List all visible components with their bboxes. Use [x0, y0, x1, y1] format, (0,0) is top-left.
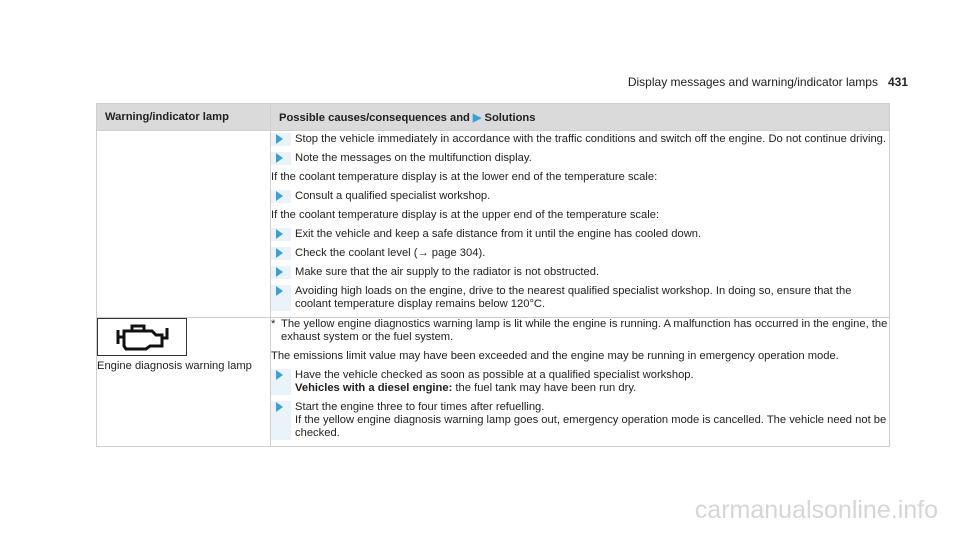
- step-item: [271, 152, 889, 165]
- condition-text: The emissions limit value may have been exceeded and the engine may be running in emergency operation mode.: [271, 350, 839, 362]
- warning-lamp-table: [96, 103, 890, 447]
- step-text: Stop the vehicle immediately in accordance with the traffic conditions and switch off the engine. Do not continue driving.: [295, 133, 886, 145]
- step-text-bold: Vehicles with a diesel engine:: [295, 382, 453, 394]
- solutions-cell: [271, 318, 890, 447]
- arrow-icon: [276, 134, 283, 144]
- step-text-tail: the fuel tank may have been run dry.: [455, 382, 637, 394]
- arrow-icon: [276, 153, 283, 163]
- step-text-main: Have the vehicle checked as soon as possible at a qualified specialist workshop.: [295, 369, 694, 381]
- step-item: [271, 285, 889, 311]
- lamp-name: Engine diagnosis warning lamp: [97, 360, 252, 372]
- engine-check-icon: [97, 318, 187, 356]
- lamp-cell-empty: [97, 131, 271, 318]
- step-item: [271, 247, 889, 260]
- step-text: Exit the vehicle and keep a safe distance from it until the engine has cooled down.: [295, 228, 702, 240]
- col-header-solutions-label: Solutions: [484, 111, 536, 124]
- table-row: [97, 131, 890, 318]
- section-title: Display messages and warning/indicator lamps: [627, 75, 878, 89]
- step-item: [271, 266, 889, 279]
- arrow-icon: [276, 267, 283, 277]
- step-text-main: Start the engine three to four times after refuelling.: [295, 401, 545, 413]
- arrow-icon: [276, 191, 283, 201]
- step-text: Make sure that the air supply to the radiator is not obstructed.: [295, 266, 600, 278]
- condition-text: If the coolant temperature display is at the upper end of the temperature scale:: [271, 209, 660, 221]
- engine-check-icon-svg: [112, 322, 172, 352]
- step-item: [271, 369, 889, 395]
- step-text: Consult a qualified specialist workshop.: [295, 190, 491, 202]
- table-row: [97, 318, 890, 447]
- step-text: Check the coolant level (→ page 304).: [295, 247, 486, 259]
- note-text: [271, 318, 889, 344]
- step-text: Avoiding high loads on the engine, drive to the nearest qualified specialist workshop. In doing so, ensure that the coolant temperature display remains below 120°C.: [295, 285, 852, 310]
- step-item: [271, 133, 889, 146]
- step-text: [293, 401, 889, 440]
- table-header-row: [97, 104, 890, 131]
- col-header-lamp: Warning/indicator lamp: [97, 104, 271, 131]
- arrow-icon: ▶: [472, 111, 482, 124]
- arrow-icon: [276, 402, 283, 412]
- lamp-cell: [97, 318, 271, 447]
- arrow-icon: [276, 370, 283, 380]
- col-header-causes-label: Possible causes/consequences and: [279, 111, 470, 124]
- page-header: [628, 75, 908, 89]
- step-item: [271, 190, 889, 203]
- arrow-icon: [276, 248, 283, 258]
- footnote-star: *: [271, 318, 276, 330]
- note-body: The yellow engine diagnostics warning lamp is lit while the engine is running. A malfunction has occurred in the engine, the exhaust system or the fuel system.: [281, 318, 888, 343]
- step-item: [271, 401, 889, 440]
- col-header-causes: [271, 104, 890, 131]
- solutions-cell: [271, 131, 890, 318]
- watermark: carmanualsonline.info: [694, 496, 938, 524]
- arrow-icon: [276, 229, 283, 239]
- arrow-icon: [276, 286, 283, 296]
- step-text-tail: If the yellow engine diagnosis warning lamp goes out, emergency operation mode is cancelled. The vehicle need not be checked.: [295, 414, 887, 439]
- page-number: 431: [887, 75, 908, 89]
- step-text: Note the messages on the multifunction display.: [295, 152, 532, 164]
- condition-text: If the coolant temperature display is at the lower end of the temperature scale:: [271, 171, 658, 183]
- step-item: [271, 228, 889, 241]
- step-text: [293, 369, 694, 395]
